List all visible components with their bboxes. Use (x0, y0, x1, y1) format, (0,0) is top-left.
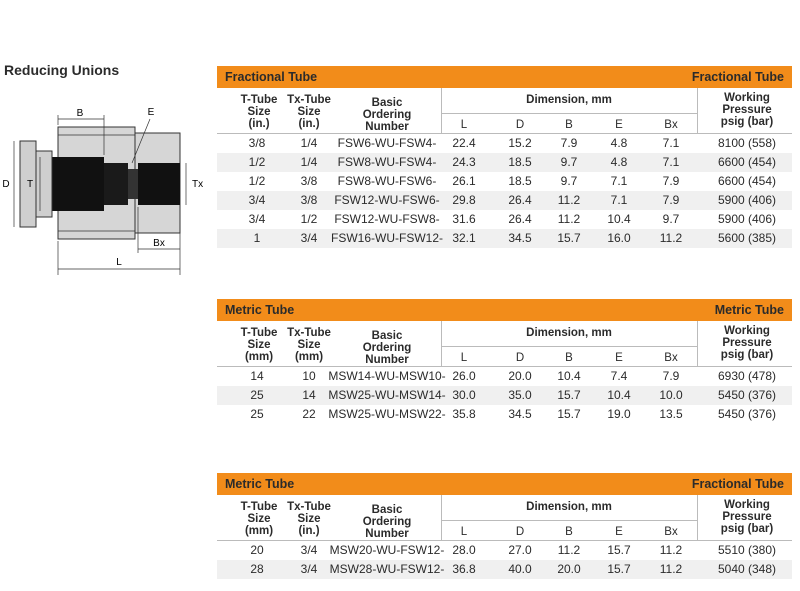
table-cell: 20 (250, 543, 264, 557)
table-cell: 3/8 (300, 174, 318, 188)
table-cell: 34.5 (508, 407, 532, 421)
table-cell: 27.0 (508, 543, 532, 557)
table-cell: 7.9 (560, 136, 578, 150)
table-cell: 1/2 (248, 174, 266, 188)
table-cell: 7.1 (662, 136, 680, 150)
table-cell: 35.0 (508, 388, 532, 402)
ordering-number-header: Basic Ordering Number (362, 504, 412, 540)
table-cell: 26.4 (508, 193, 532, 207)
table-cell: 5450 (376) (717, 407, 777, 421)
table-cell: 3/8 (248, 136, 266, 150)
dim-label: T (26, 179, 34, 190)
dimension-subheader: B (565, 119, 573, 131)
table-cell: 8100 (558) (717, 136, 777, 150)
table-cell: 7.1 (610, 193, 628, 207)
table-cell: 31.6 (452, 212, 476, 226)
table-cell: 5510 (380) (717, 543, 777, 557)
table-left-title: Fractional Tube (225, 70, 318, 84)
table-cell: 34.5 (508, 231, 532, 245)
dimension-header: Dimension, mm (526, 94, 612, 106)
table-cell: 35.8 (452, 407, 476, 421)
table-cell: 7.9 (662, 369, 680, 383)
table-cell: MSW25-WU-MSW22- (328, 407, 446, 421)
table-cell: 10.4 (607, 212, 631, 226)
dimension-subheader: Bx (664, 526, 678, 538)
table-row (217, 229, 792, 248)
table-row (217, 541, 792, 560)
table-cell: 9.7 (560, 155, 578, 169)
table-cell: 3/4 (300, 562, 318, 576)
table-cell: 7.1 (610, 174, 628, 188)
ordering-number-header: Basic Ordering Number (362, 97, 412, 133)
table-right-title: Fractional Tube (691, 70, 784, 84)
table-cell: 7.9 (662, 174, 680, 188)
table-cell: 30.0 (452, 388, 476, 402)
table-row (217, 210, 792, 229)
table-cell: 3/4 (300, 231, 318, 245)
table-cell: 18.5 (508, 155, 532, 169)
table-cell: 11.2 (557, 543, 581, 557)
table-cell: 6930 (478) (717, 369, 777, 383)
reducing-union-diagram (0, 105, 210, 275)
dimension-subheader: B (565, 352, 573, 364)
table-cell: FSW6-WU-FSW4- (337, 136, 437, 150)
table-cell: 7.4 (610, 369, 628, 383)
dimension-subheader: D (515, 119, 525, 131)
table-cell: 20.0 (508, 369, 532, 383)
table-cell: 11.2 (557, 212, 581, 226)
table-cell: 15.7 (557, 231, 581, 245)
table-cell: 22.4 (452, 136, 476, 150)
table-cell: FSW12-WU-FSW8- (334, 212, 440, 226)
spec-table (217, 299, 792, 424)
table-cell: 32.1 (452, 231, 476, 245)
table-cell: 26.1 (452, 174, 476, 188)
table-cell: 7.1 (662, 155, 680, 169)
table-cell: 18.5 (508, 174, 532, 188)
table-left-title: Metric Tube (225, 303, 295, 317)
dimension-subheader: D (515, 526, 525, 538)
tx-tube-header: Tx-Tube Size (mm) (287, 327, 331, 363)
dim-label: Bx (153, 238, 165, 249)
table-cell: 1/4 (300, 155, 318, 169)
table-cell: 10 (302, 369, 316, 383)
table-cell: 3/8 (300, 193, 318, 207)
table-cell: 19.0 (607, 407, 631, 421)
table-cell: 5600 (385) (717, 231, 777, 245)
table-cell: 29.8 (452, 193, 476, 207)
dim-label: L (116, 257, 122, 268)
dimension-subheader: L (460, 526, 468, 538)
table-cell: MSW25-WU-MSW14- (328, 388, 446, 402)
dimension-subheader: B (565, 526, 573, 538)
table-cell: FSW12-WU-FSW6- (334, 193, 440, 207)
table-cell: 40.0 (508, 562, 532, 576)
table-cell: 7.9 (662, 193, 680, 207)
t-tube-header: T-Tube Size (mm) (240, 327, 278, 363)
table-cell: 24.3 (452, 155, 476, 169)
table-right-title: Fractional Tube (691, 477, 784, 491)
spec-table (217, 66, 792, 248)
table-header (217, 88, 792, 134)
table-cell: 16.0 (607, 231, 631, 245)
page-title: Reducing Unions (4, 62, 120, 78)
table-cell: 1/2 (300, 212, 318, 226)
table-row (217, 367, 792, 386)
table-cell: 10.4 (557, 369, 581, 383)
ordering-number-header: Basic Ordering Number (362, 330, 412, 366)
table-cell: 15.7 (607, 543, 631, 557)
dimension-subheader: L (460, 352, 468, 364)
table-cell: 9.7 (560, 174, 578, 188)
table-row (217, 191, 792, 210)
table-cell: 11.2 (659, 231, 683, 245)
table-cell: 5900 (406) (717, 193, 777, 207)
table-cell: 26.4 (508, 212, 532, 226)
table-cell: 22 (302, 407, 316, 421)
table-cell: 4.8 (610, 136, 628, 150)
table-row (217, 172, 792, 191)
table-cell: 6600 (454) (717, 174, 777, 188)
dimension-subheader: Bx (664, 352, 678, 364)
t-tube-header: T-Tube Size (in.) (240, 94, 278, 130)
table-cell: 36.8 (452, 562, 476, 576)
table-cell: 28 (250, 562, 264, 576)
table-cell: 10.0 (659, 388, 683, 402)
table-cell: 4.8 (610, 155, 628, 169)
table-cell: 3/4 (300, 543, 318, 557)
table-cell: 5450 (376) (717, 388, 777, 402)
working-pressure-header: Working Pressure psig (bar) (720, 499, 774, 535)
table-left-title: Metric Tube (225, 477, 295, 491)
dimension-subheader: E (615, 119, 623, 131)
table-right-title: Metric Tube (714, 303, 784, 317)
table-cell: 26.0 (452, 369, 476, 383)
working-pressure-header: Working Pressure psig (bar) (720, 325, 774, 361)
tx-tube-header: Tx-Tube Size (in.) (287, 94, 331, 130)
table-cell: 5900 (406) (717, 212, 777, 226)
table-cell: 20.0 (557, 562, 581, 576)
dimension-subheader: E (615, 526, 623, 538)
t-tube-header: T-Tube Size (mm) (240, 501, 278, 537)
table-row (217, 560, 792, 579)
table-cell: FSW8-WU-FSW4- (337, 155, 437, 169)
table-cell: 11.2 (659, 543, 683, 557)
table-cell: FSW8-WU-FSW6- (337, 174, 437, 188)
table-title-bar (217, 66, 792, 88)
table-row (217, 134, 792, 153)
table-row (217, 405, 792, 424)
table-cell: 15.2 (508, 136, 532, 150)
dimension-subheader: L (460, 119, 468, 131)
table-cell: 25 (250, 407, 264, 421)
table-cell: 11.2 (659, 562, 683, 576)
table-cell: FSW16-WU-FSW12- (331, 231, 443, 245)
table-cell: MSW20-WU-FSW12- (329, 543, 445, 557)
dimension-header: Dimension, mm (526, 501, 612, 513)
dim-label: E (147, 107, 155, 118)
working-pressure-header: Working Pressure psig (bar) (720, 92, 774, 128)
tx-tube-header: Tx-Tube Size (in.) (287, 501, 331, 537)
table-cell: 11.2 (557, 193, 581, 207)
table-cell: 1/2 (248, 155, 266, 169)
table-cell: 13.5 (659, 407, 683, 421)
table-title-bar (217, 299, 792, 321)
dimension-subheader: E (615, 352, 623, 364)
dim-label: Tx (192, 179, 204, 190)
table-cell: MSW28-WU-FSW12- (329, 562, 445, 576)
table-title-bar (217, 473, 792, 495)
table-header (217, 321, 792, 367)
table-cell: 15.7 (557, 407, 581, 421)
table-cell: 1/4 (300, 136, 318, 150)
table-cell: 6600 (454) (717, 155, 777, 169)
table-cell: 1 (253, 231, 261, 245)
dim-label: B (76, 108, 84, 119)
dimension-subheader: Bx (664, 119, 678, 131)
table-cell: MSW14-WU-MSW10- (328, 369, 446, 383)
table-cell: 14 (302, 388, 316, 402)
dim-label: D (2, 179, 10, 190)
table-cell: 28.0 (452, 543, 476, 557)
table-cell: 14 (250, 369, 264, 383)
table-row (217, 153, 792, 172)
table-row (217, 386, 792, 405)
table-cell: 9.7 (662, 212, 680, 226)
table-cell: 15.7 (607, 562, 631, 576)
table-cell: 15.7 (557, 388, 581, 402)
table-cell: 3/4 (248, 193, 266, 207)
table-header (217, 495, 792, 541)
table-cell: 10.4 (607, 388, 631, 402)
dimension-header: Dimension, mm (526, 327, 612, 339)
table-cell: 5040 (348) (717, 562, 777, 576)
dimension-subheader: D (515, 352, 525, 364)
spec-table (217, 473, 792, 579)
table-cell: 3/4 (248, 212, 266, 226)
table-cell: 25 (250, 388, 264, 402)
